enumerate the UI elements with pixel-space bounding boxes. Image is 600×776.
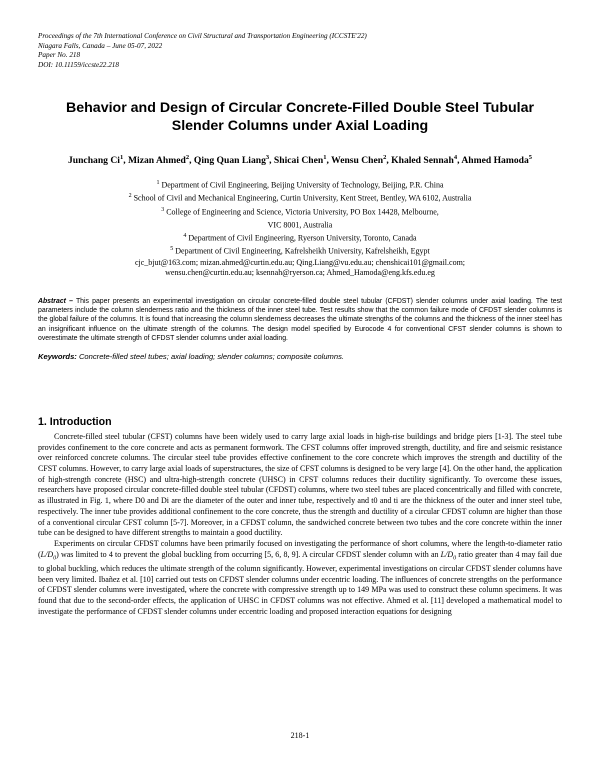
section-heading — [38, 416, 562, 428]
author-affiliation-mark: 1 — [323, 154, 327, 161]
author-name: Ahmed Hamoda — [461, 155, 529, 167]
doi-line: DOI: 10.11159/iccste22.218 — [38, 60, 119, 69]
author-list: Junchang Ci$^1$, Mizan Ahmed$^2$, Qing Quan Liang$^3$, Shicai Chen$^1$, Wensu Chen$^2$, Khaled Sennah$^4$, Ahmed Hamoda$^5$ — [67, 154, 533, 167]
author-name: Wensu Chen — [331, 155, 384, 167]
author-name: Qing Quan Liang — [193, 155, 266, 167]
abstract — [38, 297, 562, 343]
keywords-text: Concrete-filled steel tubes; axial loading; slender columns; composite columns. — [76, 352, 345, 361]
paper-number: Paper No. 218 — [38, 51, 81, 60]
author-name: Mizan Ahmed — [128, 155, 186, 167]
author-name: Junchang Ci — [67, 155, 120, 167]
author-affiliation-mark: 3 — [265, 154, 270, 161]
author-affiliation-mark: 2 — [185, 154, 190, 161]
paragraph-2: Experiments on circular CFDST columns have been primarily focused on investigating the performance of short columns, where the length-to-diameter ratio $(L/D_0)$ was limited to 4 to prevent the global buckling from occurring [5, 6, 8, 9]. A circular CFDST slender column with an $L/D_0$ ratio greater than 4 may fail due to global buckling, which reduces the ultimate strength of the column significantly. However, experimental investigations on circular CFDST slender columns have been very limited. Ibañez et al. [10] carried out tests on CFDST slender columns under eccentric loading. The influences of concrete strengths on the performance of CFDST slender columns were investigated, where the concrete with compressive strength up to 149 MPa was used to construct these column specimens. It was found that due to the second-order effects, the application of UHSC in CFDST columns was not effective. Ahmed et al. [11] developed a mathematical model to investigate the performance of CFDST slender columns under eccentric loading and proposed interaction equations for designing — [38, 538, 562, 616]
email-line-1: cjc_bjut@163.com; mizan.ahmed@curtin.edu.au; Qing.Liang@vu.edu.au; chenshicai101@gmail.com; — [134, 257, 466, 267]
proceedings-header — [38, 32, 558, 70]
affiliation-line: $^4$ Department of Civil Engineering, Ryerson University, Toronto, Canada — [183, 233, 417, 243]
affiliation-line: $^5$ Department of Civil Engineering, Kafrelsheikh University, Kafrelsheikh, Egypt — [170, 246, 430, 256]
section-title: Introduction — [46, 416, 112, 428]
page-number: 218-1 — [290, 731, 310, 740]
affiliation-line: $^3$ College of Engineering and Science, Victoria University, PO Box 14428, Melbourne, — [161, 206, 439, 217]
affiliations — [60, 178, 540, 279]
paper-title — [30, 100, 570, 135]
author-name: Shicai Chen — [273, 155, 324, 167]
title-line-2: Slender Columns under Axial Loading — [171, 117, 429, 134]
body-text — [38, 432, 562, 617]
location-line: Niagara Falls, Canada – June 05-07, 2022 — [38, 41, 163, 50]
affiliation-line: VIC 8001, Australia — [267, 220, 333, 230]
abstract-text: This paper presents an experimental investigation on circular concrete-filled double steel tubular (CFDST) slender columns under axial loading. The test parameters include the column slenderness ratio and the thickness of the inner steel tube. Test results show that the common failure mode of CFDST slender columns is the global failure of the columns. It is found that increasing the column slenderness decreases the ultimate strengths of the columns and the thickness of the inner steel has an insignificant influence on the ultimate strength of the columns. The design model specified by Eurocode 4 for conventional CFST slender columns is shown to overestimate the ultimate strength of CFDST slender columns under axial loading. — [38, 298, 562, 342]
paragraph-1: Concrete-filled steel tubular (CFST) columns have been widely used to carry large axial loads in high-rise buildings and bridge piers [1-3]. The steel tube provides confinement to the core concrete and acts as permanent formwork. The CFST columns offer improved strength, ductility, and fire and seismic resistance over reinforced concrete columns. The circular steel tube provides effective confinement to the core concrete which improves the strength and ductility of the CFST columns. However, to carry large axial loads of superstructures, the size of CFST columns is designed to be very large [4]. On the other hand, the application of high-strength concrete (HSC) and ultra-high-strength concrete (UHSC) in CFST columns reduces their ductility significantly. To overcome these issues, researchers have proposed circular concrete-filled double steel tubular (CFDST) columns, where two steel tubes are placed concentrically and filled with concrete, as illustrated in Fig. 1, where D0 and Di are the diameter of the outer and inner tube, respectively and t0 and ti are the thickness of the outer and inner steel tube, respectively. The inner tube provides additional confinement to the core concrete, thus the strength and ductility of a circular CFDST column are higher than those of a conventional circular CFST column [5-7]. Moreover, in a CFDST column, the sandwiched concrete between two tubes and the core concrete within the inner tube can be designed to have different strengths to maintain a good ductility. — [38, 432, 562, 538]
email-line-2: wensu.chen@curtin.edu.au; ksennah@ryerson.ca; Ahmed_Hamoda@eng.kfs.edu.eg — [165, 268, 435, 278]
abstract-label: Abstract – — [38, 298, 73, 305]
affiliation-line: $^1$ Department of Civil Engineering, Beijing University of Technology, Beijing, P.R. China — [156, 180, 444, 190]
author-name: Khaled Sennah — [391, 155, 454, 167]
keywords-label: Keywords: — [38, 352, 77, 361]
section-number: 1. — [38, 416, 47, 428]
proceedings-line: Proceedings of the 7th International Conference on Civil Structural and Transportation Engineering (ICCSTE'22) — [38, 32, 367, 40]
keywords — [38, 352, 562, 362]
title-line-1: Behavior and Design of Circular Concrete-Filled Double Steel Tubular — [66, 100, 534, 116]
author-affiliation-mark: 2 — [383, 154, 387, 161]
author-affiliation-mark: 4 — [453, 154, 458, 161]
affiliation-line: $^2$ School of Civil and Mechanical Engineering, Curtin University, Kent Street, Bentley, WA 6102, Australia — [128, 193, 472, 203]
author-affiliation-mark: 1 — [119, 154, 124, 161]
author-affiliation-mark: 5 — [528, 154, 533, 161]
